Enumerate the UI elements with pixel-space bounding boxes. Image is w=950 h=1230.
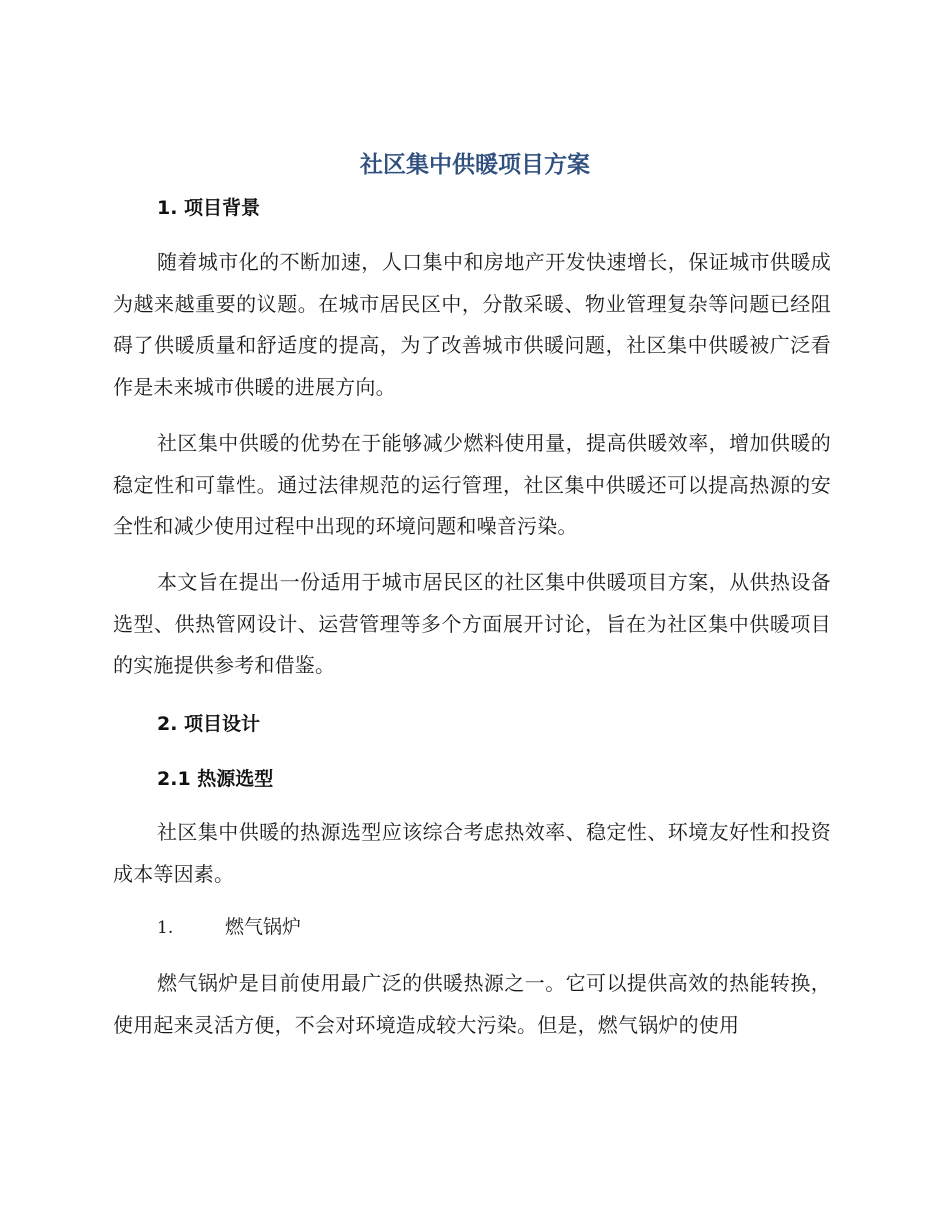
paragraph-background-1: 随着城市化的不断加速，人口集中和房地产开发快速增长，保证城市供暖成为越来越重要的议题。在城市居民区中，分散采暖、物业管理复杂等问题已经阻碍了供暖质量和舒适度的提高，为了改善城市供暖问题，社区集中供暖被广泛看作是未来城市供暖的进展方向。 — [113, 250, 831, 399]
list-item-gas-boiler — [157, 912, 301, 939]
document-title: 社区集中供暖项目方案 — [360, 152, 590, 178]
section-heading-design: 2. 项目设计 — [157, 713, 261, 735]
subsection-heading-heat-source: 2.1 热源选型 — [157, 768, 274, 790]
list-item-label: 燃气锅炉 — [225, 916, 302, 938]
paragraph-background-3: 本文旨在提出一份适用于城市居民区的社区集中供暖项目方案，从供热设备选型、供热管网设计、运营管理等多个方面展开讨论，旨在为社区集中供暖项目的实施提供参考和借鉴。 — [113, 570, 831, 677]
list-item-number: 1. — [157, 918, 174, 938]
paragraph-heat-source-intro: 社区集中供暖的热源选型应该综合考虑热效率、稳定性、环境友好性和投资成本等因素。 — [113, 820, 831, 886]
paragraph-gas-boiler: 燃气锅炉是目前使用最广泛的供暖热源之一。它可以提供高效的热能转换，使用起来灵活方便，不会对环境造成较大污染。但是，燃气锅炉的使用 — [113, 971, 831, 1037]
paragraph-background-2: 社区集中供暖的优势在于能够减少燃料使用量，提高供暖效率，增加供暖的稳定性和可靠性。通过法律规范的运行管理，社区集中供暖还可以提高热源的安全性和减少使用过程中出现的环境问题和噪音污染。 — [113, 431, 831, 538]
section-heading-background: 1. 项目背景 — [157, 197, 261, 219]
